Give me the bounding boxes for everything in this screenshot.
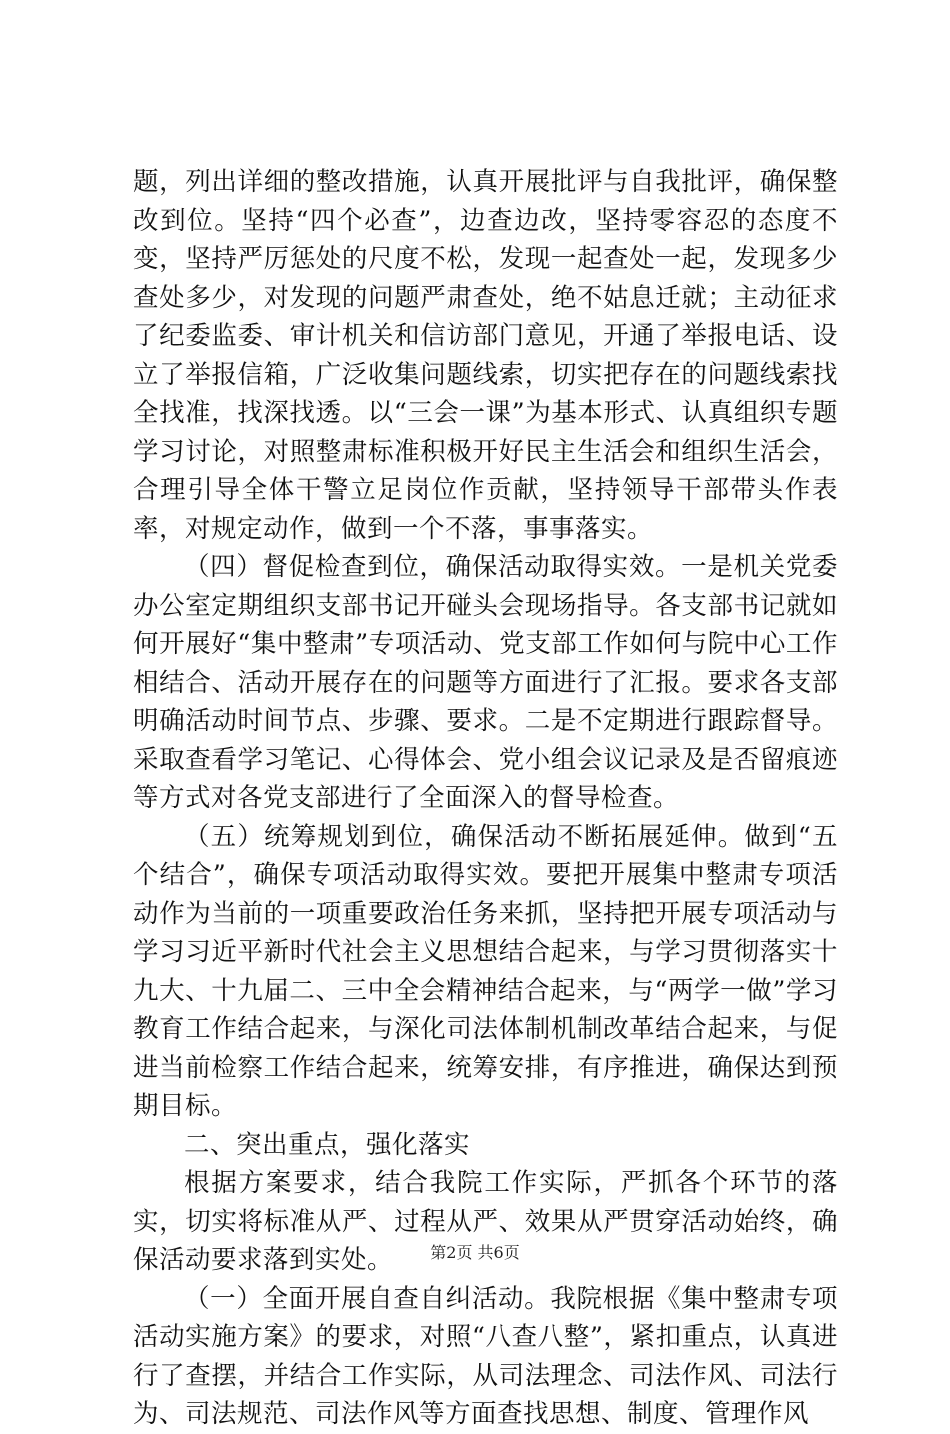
paragraph-section-5: （五）统筹规划到位，确保活动不断拓展延伸。做到“五个结合”，确保专项活动取得实效。要把开展集中整肃专项活动作为当前的一项重要政治任务来抓，坚持把开展专项活动与学习习近平新时代社会主义思想结合起来，与学习贯彻落实十九大、十九届二、三中全会精神结合起来，与“两学一做”学习教育工作结合起来，与深化司法体制机制改革结合起来，与促进当前检察工作结合起来，统筹安排，有序推进，确保达到预期目标。 xyxy=(133,821,838,1121)
section-heading: 二、突出重点，强化落实 xyxy=(184,1129,471,1160)
paragraph-continued: 题，列出详细的整改措施，认真开展批评与自我批评，确保整改到位。坚持“四个必查”，边查边改，坚持零容忍的态度不变，坚持严厉惩处的尺度不松，发现一起查处一起，发现多少查处多少，对发现的问题严肃查处，绝不姑息迁就；主动征求了纪委监委、审计机关和信访部门意见，开通了举报电话、设立了举报信箱，广泛收集问题线索，切实把存在的问题线索找全找准，找深找透。以“三会一课”为基本形式、认真组织专题学习讨论，对照整肃标准积极开好民主生活会和组织生活会，合理引导全体干警立足岗位作贡献，坚持领导干部带头作表率，对规定动作，做到一个不落，事事落实。 xyxy=(133,167,838,544)
paragraph-intro: 根据方案要求，结合我院工作实际，严抓各个环节的落实，切实将标准从严、过程从严、效果从严贯穿活动始终，确保活动要求落到实处。 xyxy=(133,1168,838,1275)
paragraph-subsection-1: （一）全面开展自查自纠活动。我院根据《集中整肃专项活动实施方案》的要求，对照“八查八整”，紧扣重点，认真进行了查摆，并结合工作实际，从司法理念、司法作风、司法行为、司法规范、司法作风等方面查找思想、制度、管理作风 xyxy=(133,1283,838,1429)
page-number-footer: 第2页 共6页 xyxy=(430,1243,520,1262)
paragraph-section-4: （四）督促检查到位，确保活动取得实效。一是机关党委办公室定期组织支部书记开碰头会现场指导。各支部书记就如何开展好“集中整肃”专项活动、党支部工作如何与院中心工作相结合、活动开展存在的问题等方面进行了汇报。要求各支部明确活动时间节点、步骤、要求。二是不定期进行跟踪督导。采取查看学习笔记、心得体会、党小组会议记录及是否留痕迹等方式对各党支部进行了全面深入的督导检查。 xyxy=(133,552,838,813)
